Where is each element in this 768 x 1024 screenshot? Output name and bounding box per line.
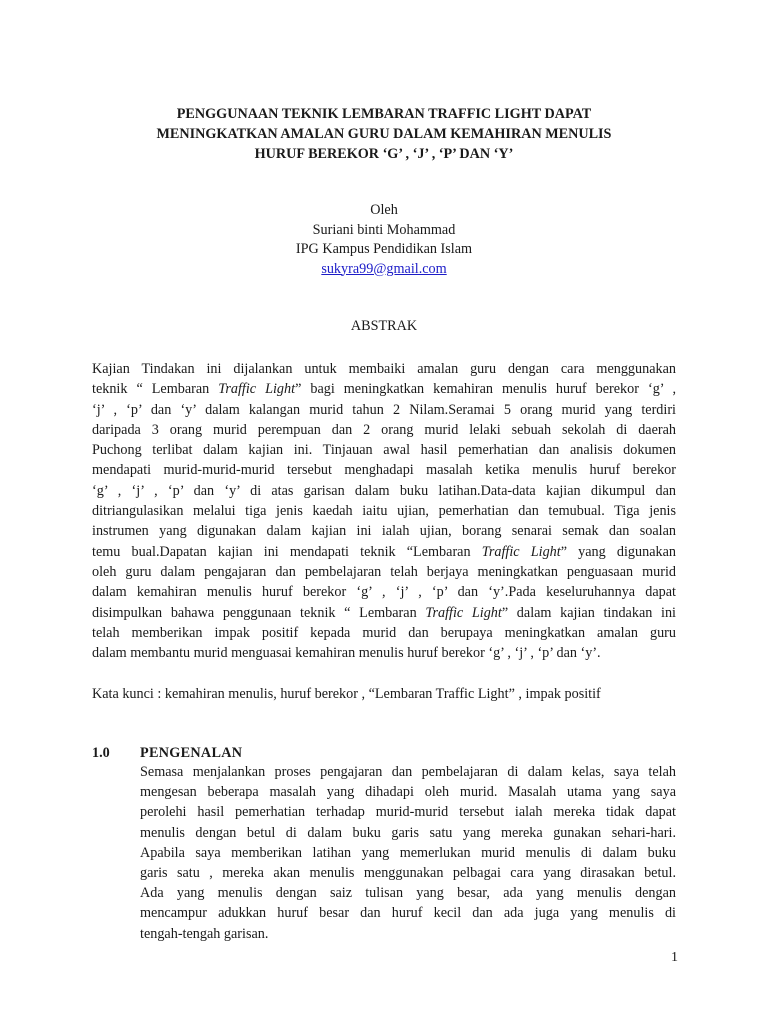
section-line: Ada yang menulis dengan saiz tulisan yang besar, ada yang menulis dengan — [140, 885, 676, 902]
abstract-line: oleh guru dalam pengajaran dan pembelajaran telah berjaya meningkatkan penguasaan murid — [92, 563, 676, 580]
section-line: Semasa menjalankan proses pengajaran dan pembelajaran di dalam kelas, saya telah — [140, 764, 676, 780]
section-body — [140, 762, 676, 944]
abstract-line: temu bual.Dapatan kajian ini mendapati teknik “Lembaran Traffic Light” yang digunakan — [92, 543, 676, 560]
author-name: Suriani binti Mohammad — [312, 221, 456, 238]
italic-term: Traffic Light — [425, 604, 502, 621]
abstract-body — [92, 359, 676, 663]
abstract-line: dalam membantu murid menguasai kemahiran menulis huruf berekor ‘g’ , ‘j’ , ‘p’ dan ‘y’. — [92, 645, 601, 662]
abstract-heading: ABSTRAK — [350, 318, 418, 334]
page-number: 1 — [671, 950, 678, 965]
title-line-3: HURUF BEREKOR ‘G’ , ‘J’ , ‘P’ DAN ‘Y’ — [254, 146, 514, 162]
keywords: Kata kunci : kemahiran menulis, huruf berekor , “Lembaran Traffic Light” , impak positif — [92, 686, 601, 702]
section-line: tengah-tengah garisan. — [140, 925, 269, 942]
abstract-line: telah memberikan impak positif kepada murid dan berupaya meningkatkan amalan guru — [92, 624, 676, 641]
section-line: mengesan beberapa masalah yang dihadapi oleh murid. Masalah utama yang saya — [140, 784, 676, 801]
abstract-line: mendapati murid-murid-murid tersebut menghadapi masalah ketika menulis huruf berekor — [92, 462, 676, 479]
section-line: garis satu , mereka akan menulis menggunakan pelbagai cara yang dirasakan betul. — [140, 864, 676, 881]
abstract-line: dalam kemahiran menulis huruf berekor ‘g’ , ‘j’ , ‘p’ dan ‘y’.Pada keseluruhannya dapat — [92, 584, 676, 601]
abstract-line: daripada 3 orang murid perempuan dan 2 orang murid lelaki sebuah sekolah di daerah — [92, 421, 676, 438]
abstract-line: instrumen yang digunakan dalam kajian ini ialah ujian, borang senarai semak dan soalan — [92, 523, 676, 540]
title-line-2: MENINGKATKAN AMALAN GURU DALAM KEMAHIRAN MENULIS — [156, 126, 612, 142]
section-line: Apabila saya memberikan latihan yang memerlukan murid menulis di dalam buku — [140, 844, 676, 861]
section-title: PENGENALAN — [140, 745, 243, 761]
paper-title — [92, 104, 676, 164]
abstract-line: ‘g’ , ‘j’ , ‘p’ dan ‘y’ di atas garisan dalam buku latihan.Data-data kajian dikumpul dan — [92, 482, 676, 499]
section-line: mencampur adukkan huruf besar dan huruf kecil dan ada juga yang menulis di — [140, 905, 676, 922]
author-block — [92, 201, 676, 279]
author-email-link[interactable]: sukyra99@gmail.com — [321, 260, 447, 277]
section-line: menulis dengan betul di dalam buku garis satu yang mereka gunakan sehari-hari. — [140, 824, 676, 841]
abstract-line: Kajian Tindakan ini dijalankan untuk membaiki amalan guru dengan cara menggunakan — [92, 361, 676, 377]
italic-term: Traffic Light — [481, 543, 561, 560]
abstract-line: ditriangulasikan melalui tiga jenis kaedah iaitu ujian, pemerhatian dan temubual. Tiga jenis — [92, 503, 676, 520]
abstract-line: ‘j’ , ‘p’ dan ‘y’ dalam kalangan murid tahun 2 Nilam.Seramai 5 orang murid yang terdiri — [92, 401, 676, 418]
section-number: 1.0 — [92, 745, 110, 761]
section-line: perolehi hasil pemerhatian terhadap murid-murid tersebut ialah mereka tidak dapat — [140, 804, 676, 821]
italic-term: Traffic Light — [218, 381, 296, 398]
abstract-line: teknik “ Lembaran Traffic Light” bagi meningkatkan kemahiran menulis huruf berekor ‘g’ , — [92, 381, 676, 398]
abstract-line: disimpulkan bahawa penggunaan teknik “ Lembaran Traffic Light” dalam kajian tindakan ini — [92, 604, 676, 621]
title-line-1: PENGGUNAAN TEKNIK LEMBARAN TRAFFIC LIGHT DAPAT — [176, 106, 592, 122]
author-institution: IPG Kampus Pendidikan Islam — [295, 241, 473, 257]
author-by: Oleh — [370, 202, 398, 218]
abstract-line: Puchong terlibat dalam kajian ini. Tinjauan awal hasil pemerhatian dan analisis dokumen — [92, 442, 676, 459]
